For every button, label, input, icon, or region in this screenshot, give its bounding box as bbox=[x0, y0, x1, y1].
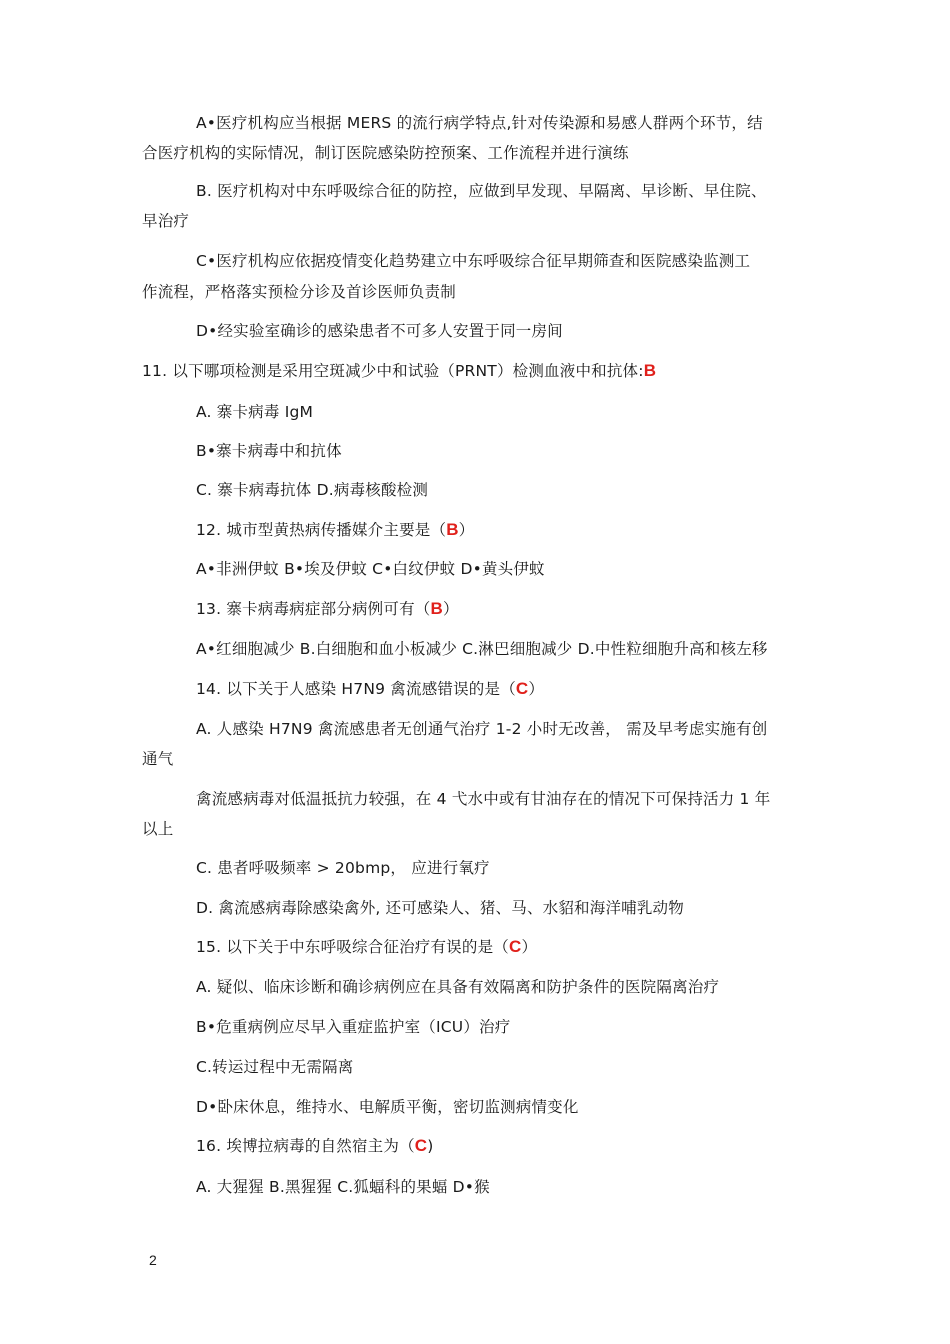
question-15: 15. 以下关于中东呼吸综合征治疗有误的是（C） bbox=[196, 937, 538, 956]
option-continuation: 作流程，严格落实预检分诊及首诊医师负责制 bbox=[142, 283, 457, 301]
option-continuation: 早治疗 bbox=[142, 212, 190, 230]
option-continuation: 合医疗机构的实际情况，制订医院感染防控预案、工作流程并进行演练 bbox=[142, 144, 629, 162]
option-continuation: 以上 bbox=[142, 820, 174, 838]
option-line: A. 大猩猩 B.黑猩猩 C.狐蝠科的果蝠 D•猴 bbox=[196, 1178, 490, 1196]
option-line: A•非洲伊蚊 B•埃及伊蚊 C•白纹伊蚊 D•黄头伊蚊 bbox=[196, 560, 545, 578]
option-continuation: 通气 bbox=[142, 750, 174, 768]
answer-mark: B bbox=[430, 599, 443, 618]
option-line: C.转运过程中无需隔离 bbox=[196, 1058, 354, 1076]
page-number: 2 bbox=[149, 1252, 157, 1268]
option-line: A. 疑似、临床诊断和确诊病例应在具备有效隔离和防护条件的医院隔离治疗 bbox=[196, 978, 720, 996]
question-14: 14. 以下关于人感染 H7N9 禽流感错误的是（C） bbox=[196, 679, 545, 698]
option-line: 禽流感病毒对低温抵抗力较强，在 4 弋水中或有甘油存在的情况下可保持活力 1 年 bbox=[196, 790, 771, 808]
option-line: A. 寨卡病毒 IgM bbox=[196, 403, 314, 421]
option-line: D•经实验室确诊的感染患者不可多人安置于同一房间 bbox=[196, 322, 563, 340]
option-line: B•寨卡病毒中和抗体 bbox=[196, 442, 342, 460]
answer-mark: C bbox=[515, 679, 529, 698]
question-13: 13. 寨卡病毒病症部分病例可有（B） bbox=[196, 599, 459, 618]
option-line: C•医疗机构应依据疫情变化趋势建立中东呼吸综合征早期筛查和医院感染监测工 bbox=[196, 252, 751, 270]
option-line: D. 禽流感病毒除感染禽外, 还可感染人、猪、马、水貂和海洋哺乳动物 bbox=[196, 899, 684, 917]
question-12: 12. 城市型黄热病传播媒介主要是（B） bbox=[196, 520, 475, 539]
option-line: A•红细胞减少 B.白细胞和血小板减少 C.淋巴细胞减少 D.中性粒细胞升高和核左移 bbox=[196, 640, 768, 658]
option-line: B. 医疗机构对中东呼吸综合征的防控，应做到早发现、早隔离、早诊断、早住院、 bbox=[196, 182, 767, 200]
answer-mark: C bbox=[508, 937, 522, 956]
option-line: A•医疗机构应当根据 MERS 的流行病学特点,针对传染源和易感人群两个环节，结 bbox=[196, 114, 763, 132]
option-line: A. 人感染 H7N9 禽流感患者无创通气治疗 1-2 小时无改善， 需及早考虑实施有创 bbox=[196, 720, 768, 738]
answer-mark: B bbox=[643, 361, 657, 380]
option-line: C. 患者呼吸频率 > 20bmp， 应进行氧疗 bbox=[196, 859, 490, 877]
question-16: 16. 埃博拉病毒的自然宿主为（C) bbox=[196, 1136, 434, 1155]
question-11: 11. 以下哪项检测是采用空斑减少中和试验（PRNT）检测血液中和抗体:B bbox=[142, 361, 657, 380]
answer-mark: C bbox=[414, 1136, 428, 1155]
option-line: D•卧床休息，维持水、电解质平衡，密切监测病情变化 bbox=[196, 1098, 579, 1116]
answer-mark: B bbox=[446, 520, 459, 539]
option-line: C. 寨卡病毒抗体 D.病毒核酸检测 bbox=[196, 481, 429, 499]
option-line: B•危重病例应尽早入重症监护室（ICU）治疗 bbox=[196, 1018, 511, 1036]
